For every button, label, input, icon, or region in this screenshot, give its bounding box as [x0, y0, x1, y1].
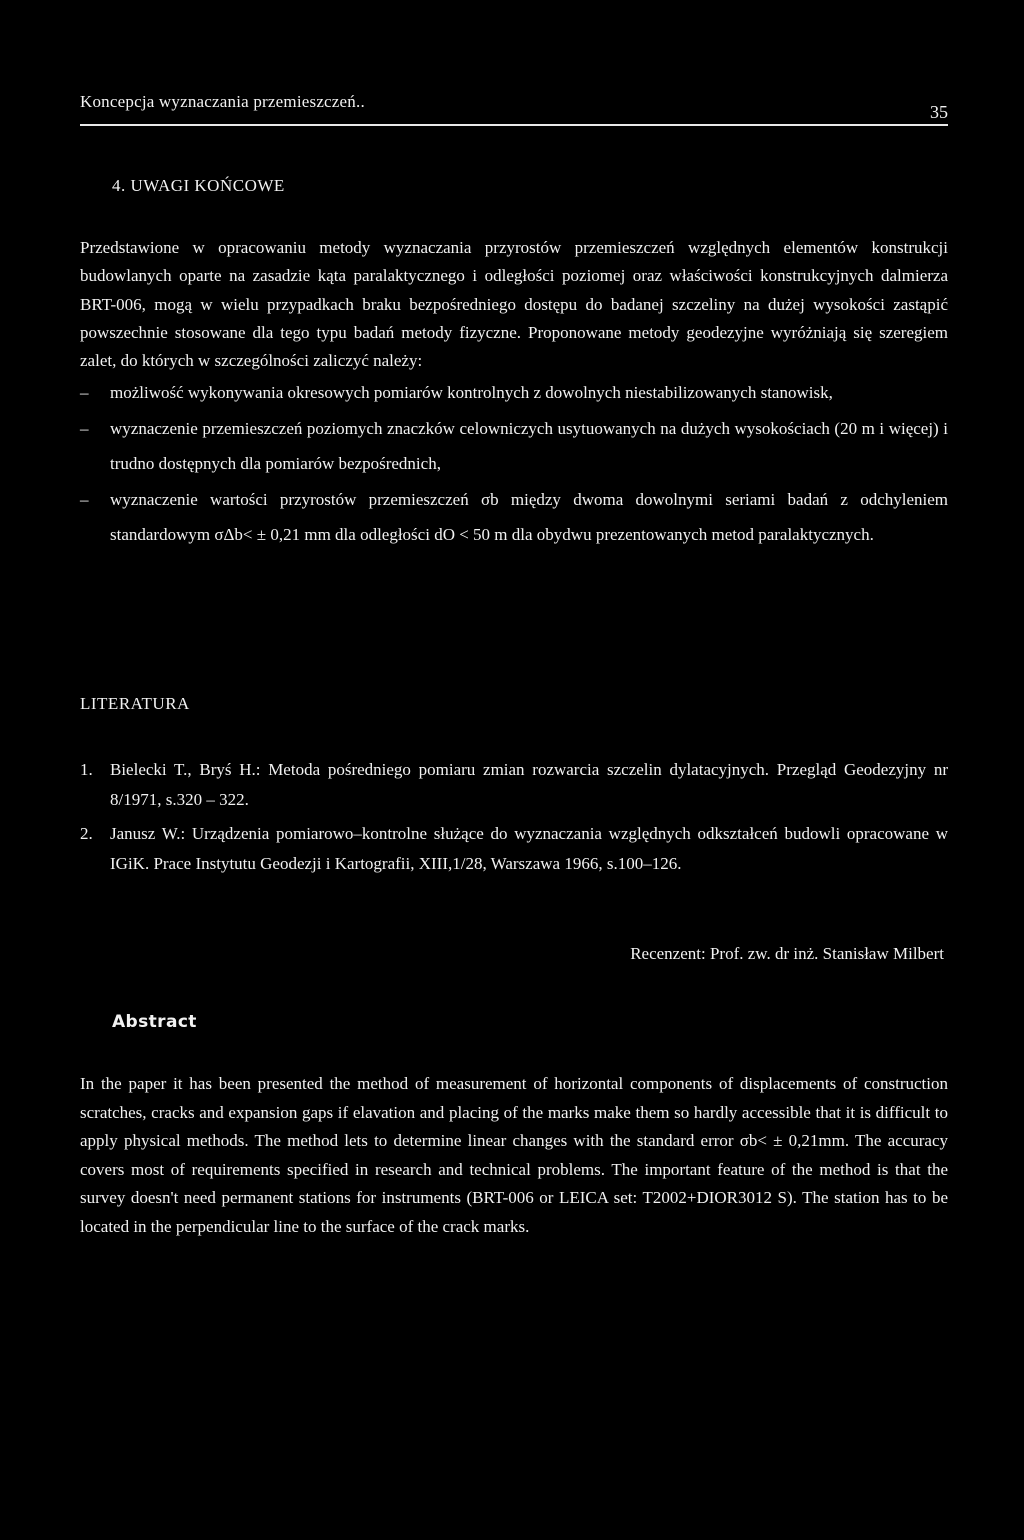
header-rule [80, 124, 948, 126]
list-item-text: wyznaczenie przemieszczeń poziomych znaczków celowniczych usytuowanych na dużych wysokościach (20 m i więcej) i trudno dostępnych dla pomiarów bezpośrednich, [110, 418, 948, 474]
reference-number: 1. [80, 760, 93, 779]
list-item [80, 482, 948, 553]
abstract-text: In the paper it has been presented the method of measurement of horizontal components of displacements of construction scratches, cracks and expansion gaps if elavation and placing of the marks make them so hardly accessible that it is difficult to apply physical methods. The method lets to determine linear changes with the standard error σb< ± 0,21mm. The accuracy covers most of requirements specified in research and technical problems. The important feature of the method is that the survey doesn't need permanent stations for instruments (BRT-006 or LEICA set: T2002+DIOR3012 S). The station has to be located in the perpendicular line to the surface of the crack marks. [80, 1074, 948, 1236]
section-paragraph: Przedstawione w opracowaniu metody wyznaczania przyrostów przemieszczeń względnych elementów konstrukcji budowlanych oparte na zasadzie kąta paralaktycznego i odległości poziomej oraz właściwości konstrukcyjnych dalmierza BRT-006, mogą w wielu przypadkach braku bezpośredniego dostępu do badanej szczeliny na dużej wysokości zastąpić powszechnie stosowane dla tego typu badań metody fizyczne. Proponowane metody geodezyjne wyróżniają się szeregiem zalet, do których w szczególności zaliczyć należy: [80, 238, 948, 371]
list-dash: – [80, 383, 89, 403]
running-header-title: Koncepcja wyznaczania przemieszczeń.. [80, 92, 365, 111]
list-dash: – [80, 489, 89, 509]
reviewer-line: Recenzent: Prof. zw. dr inż. Stanisław Milbert [630, 944, 944, 963]
list-dash: – [80, 418, 89, 438]
reference-number: 2. [80, 824, 93, 843]
list-item-text: wyznaczenie wartości przyrostów przemieszczeń σb między dwoma dowolnymi seriami badań z odchyleniem standardowym σΔb< ± 0,21 mm dla odległości dO < 50 m dla obydwu prezentowanych metod paralaktycznych. [110, 489, 948, 545]
abstract-heading: Abstract [112, 1012, 197, 1032]
advantages-list [80, 375, 948, 553]
section-body [80, 234, 948, 553]
section-heading: 4. UWAGI KOŃCOWE [112, 176, 285, 195]
reference-text: Janusz W.: Urządzenia pomiarowo–kontrolne służące do wyznaczania względnych odkształceń budowli opracowane w IGiK. Prace Instytutu Geodezji i Kartografii, XIII,1/28, Warszawa 1966, s.100–126. [110, 824, 948, 873]
running-header [80, 88, 948, 128]
reference-item [80, 755, 948, 815]
list-item [80, 411, 948, 482]
list-item [80, 375, 948, 411]
reference-text: Bielecki T., Bryś H.: Metoda pośredniego pomiaru zmian rozwarcia szczelin dylatacyjnych. Przegląd Geodezyjny nr 8/1971, s.320 – 322. [110, 760, 948, 809]
page-number: 35 [930, 102, 948, 122]
reference-list [80, 755, 948, 883]
reference-item [80, 819, 948, 879]
list-item-text: możliwość wykonywania okresowych pomiarów kontrolnych z dowolnych niestabilizowanych stanowisk, [110, 383, 833, 403]
literature-heading: LITERATURA [80, 694, 190, 713]
